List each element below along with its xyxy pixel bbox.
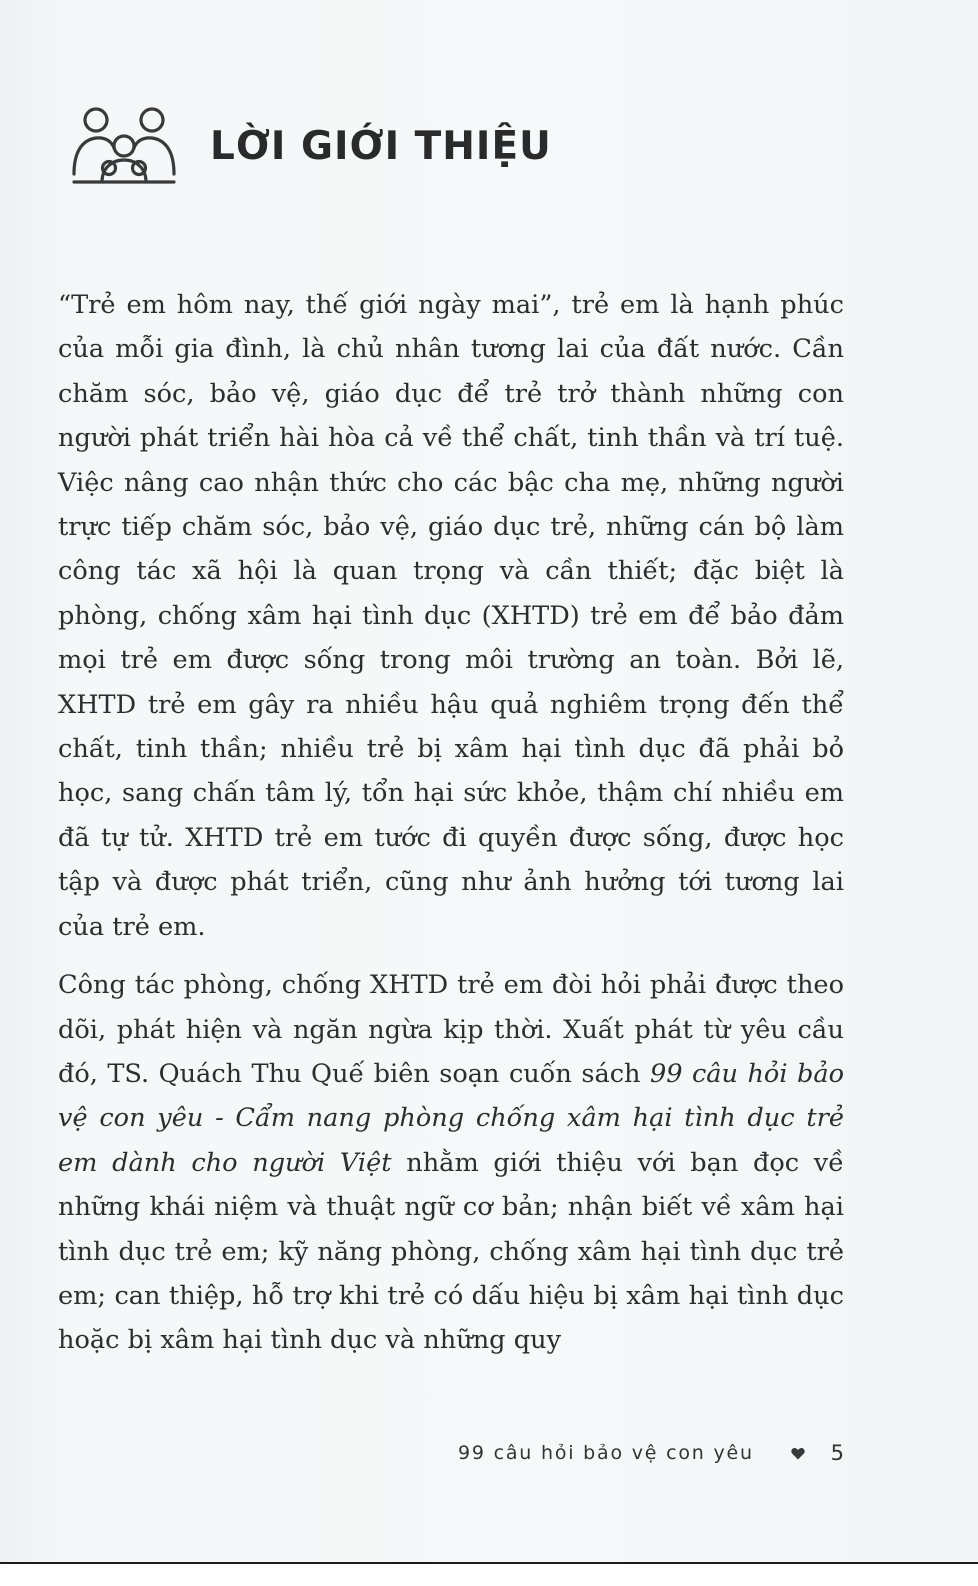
heart-icon [791, 1447, 805, 1460]
paragraph-text: nhằm giới thiệu với bạn đọc về những khái niệm và thuật ngữ cơ bản; nhận biết về xâm hại tình dục trẻ em; kỹ năng phòng, chống xâm hại tình dục trẻ em; can thiệp, hỗ trợ khi trẻ có dấu hiệu bị xâm hại tình dục hoặc bị xâm hại tình dục và những quy [58, 1147, 845, 1356]
paragraph [58, 963, 844, 1363]
page-footer [458, 1436, 844, 1470]
page-title: LỜI GIỚI THIỆU [210, 123, 552, 169]
chapter-header [68, 98, 552, 188]
body-text [58, 283, 844, 1363]
page-number: 5 [830, 1441, 844, 1465]
page-edge [0, 1562, 978, 1586]
book-title-italic: 99 câu hỏi bảo vệ con yêu - Cẩm nang phòng chống xâm hại tình dục trẻ em dành cho người Việt [58, 1058, 844, 1178]
paragraph: “Trẻ em hôm nay, thế giới ngày mai”, trẻ em là hạnh phúc của mỗi gia đình, là chủ nhân tương lai của đất nước. Cần chăm sóc, bảo vệ, giáo dục để trẻ trở thành những con người phát triển hài hòa cả về thể chất, tinh thần và trí tuệ. Việc nâng cao nhận thức cho các bậc cha mẹ, những người trực tiếp chăm sóc, bảo vệ, giáo dục trẻ, những cán bộ làm công tác xã hội là quan trọng và cần thiết; đặc biệt là phòng, chống xâm hại tình dục (XHTD) trẻ em để bảo đảm mọi trẻ em được sống trong môi trường an toàn. Bởi lẽ, XHTD trẻ em gây ra nhiều hậu quả nghiêm trọng đến thể chất, tinh thần; nhiều trẻ bị xâm hại tình dục đã phải bỏ học, sang chấn tâm lý, tổn hại sức khỏe, thậm chí nhiều em đã tự tử. XHTD trẻ em tước đi quyền được sống, được học tập và được phát triển, cũng như ảnh hưởng tới tương lai của trẻ em. [58, 290, 844, 942]
paragraph-text: Công tác phòng, chống XHTD trẻ em đòi hỏi phải được theo dõi, phát hiện và ngăn ngừa kịp thời. Xuất phát từ yêu cầu đó, TS. Quách Thu Quế biên soạn cuốn sách [58, 970, 844, 1089]
running-title: 99 câu hỏi bảo vệ con yêu [458, 1442, 754, 1464]
family-icon [68, 102, 180, 184]
